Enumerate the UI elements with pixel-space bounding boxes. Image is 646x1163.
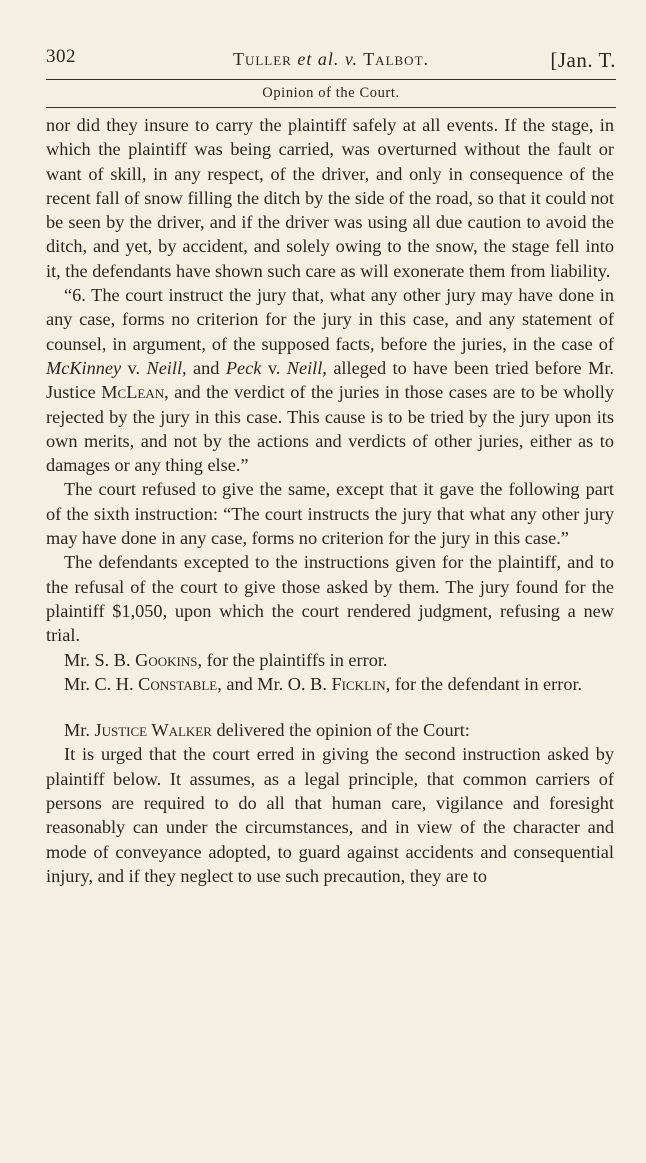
paragraph-counsel-defendant: Mr. C. H. Constable, and Mr. O. B. Ficklin, for the defendant in error. xyxy=(64,673,583,694)
case-title: Tuller et al. v. Talbot. xyxy=(232,49,430,69)
paragraph-gap xyxy=(46,696,614,718)
body-text xyxy=(46,113,614,888)
subheading-rule xyxy=(46,107,616,108)
running-head xyxy=(46,46,616,78)
term-label: [Jan. T. xyxy=(550,48,616,72)
paragraph-counsel-plaintiffs: Mr. S. B. Gookins, for the plaintiffs in error. xyxy=(64,649,388,670)
paragraph-opinion-body: It is urged that the court erred in giving the second instruction asked by plaintiff below. It assumes, as a legal principle, that common carriers of persons are required to do all that human care, vigilance and foresight reasonably can under the circumstances, and in view of the character and mode of conveyance adopted, to guard against accidents and consequential injury, and if they neglect to use such precaution, they are to xyxy=(46,744,614,886)
paragraph-opinion-intro: Mr. Justice Walker delivered the opinion of the Court: xyxy=(64,720,470,741)
paragraph-defendants-excepted: The defendants excepted to the instructions given for the plaintiff, and to the refusal of the court to give those asked by them. The jury found for the plaintiff $1,050, upon which the court rendered judgment, refusing a new trial. xyxy=(46,552,614,646)
page-number: 302 xyxy=(46,46,76,67)
header-rule xyxy=(46,79,616,80)
section-subheading: Opinion of the Court. xyxy=(262,85,400,101)
paragraph-court-refused: The court refused to give the same, except that it gave the following part of the sixth instruction: “The court instructs the jury that what any other jury may have done in any case, forms no criterion for the jury in this case.” xyxy=(46,479,614,549)
paragraph-instruction-6: “6. The court instruct the jury that, what any other jury may have done in any case, forms no criterion for the jury in this case, and any statement of counsel, in argument, of the supposed facts, before the juries, in the case of McKinney v. Neill, and Peck v. Neill, alleged to have been tried before Mr. Justice McLean, and the verdict of the juries in those cases are to be wholly rejected by the jury in this case. This cause is to be tried by the jury upon its own merits, and not by the actions and verdicts of other juries, either as to damages or any thing else.” xyxy=(46,285,614,476)
paragraph-continuation: nor did they insure to carry the plaintiff safely at all events. If the stage, in which the plaintiff was being carried, was overturned without the fault or want of skill, in any respect, of the driver, and only in consequence of the recent fall of snow filling the ditch by the side of the road, so that it could not be seen by the driver, and if the driver was using all due caution to avoid the ditch, and yet, by accident, and solely owing to the snow, the stage fell into it, the defendants have shown such care as will exonerate them from liability. xyxy=(46,115,614,281)
